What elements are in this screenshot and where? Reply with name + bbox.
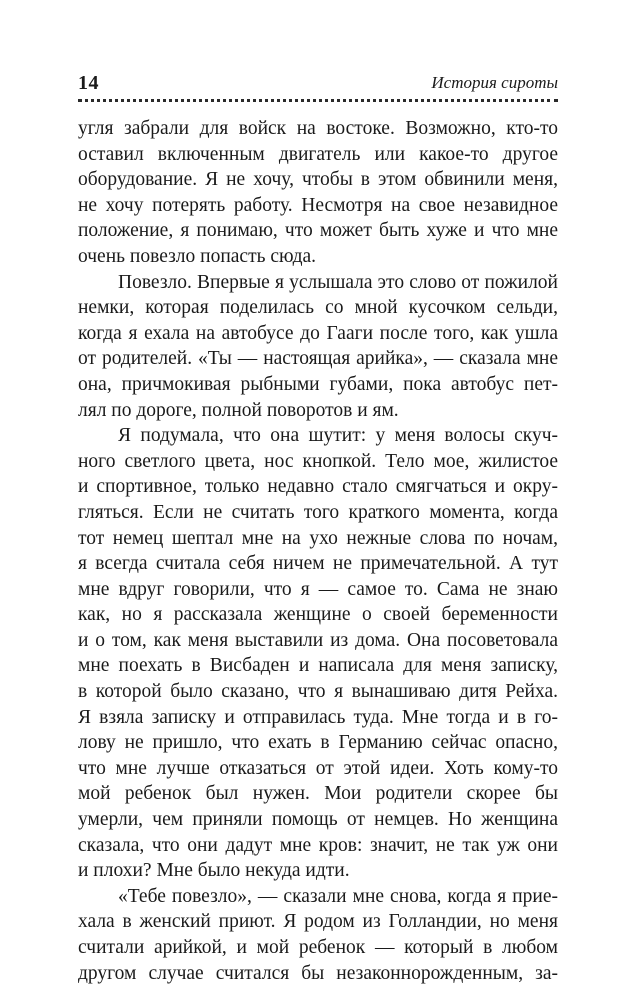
- text-line: когда я ехала на автобусе до Гааги после того, как ушла: [78, 322, 558, 344]
- running-title: История сироты: [431, 73, 558, 92]
- text-line: тот немец шептал мне на ухо нежные слова по ночам,: [78, 527, 558, 549]
- text-line: сказала, что они дадут мне кров: значит, не так уж они: [78, 834, 558, 856]
- header-dotted-rule: [78, 99, 558, 102]
- page-number: 14: [78, 72, 99, 94]
- body-text: [78, 116, 558, 986]
- text-line: она, причмокивая рыбными губами, пока автобус пет-: [78, 373, 558, 395]
- text-line: другом случае считался бы незаконнорожденным, за-: [78, 962, 558, 984]
- text-line: хала в женский приют. Я родом из Голландии, но меня: [78, 911, 558, 933]
- paragraph-first-line: «Тебе повезло», — сказали мне снова, когда я прие-: [118, 885, 558, 907]
- page-header: [78, 72, 558, 94]
- text-line: мне вдруг говорили, что я — самое то. Сама не знаю: [78, 578, 558, 600]
- text-line: и плохи? Мне было некуда идти.: [78, 860, 350, 882]
- text-line: оборудование. Я не хочу, чтобы в этом обвинили меня,: [78, 169, 558, 191]
- text-line: положение, я понимаю, что может быть хуже и что мне: [78, 220, 558, 242]
- text-line: оставил включенным двигатель или какое-то другое: [78, 143, 558, 165]
- paragraph-first-line: Я подумала, что она шутит: у меня волосы скуч-: [118, 425, 558, 447]
- text-line: и о том, как меня выставили из дома. Она посоветовала: [78, 629, 558, 651]
- text-line: немки, которая поделилась со мной кусочком сельди,: [78, 297, 558, 319]
- text-line: как, но я рассказала женщине о своей беременности: [78, 604, 558, 626]
- paragraph-first-line: Повезло. Впервые я услышала это слово от пожилой: [118, 271, 558, 293]
- text-line: лял по дороге, полной поворотов и ям.: [78, 399, 399, 421]
- text-line: в которой было сказано, что я вынашиваю дитя Рейха.: [78, 681, 558, 703]
- text-line: от родителей. «Ты — настоящая арийка», — сказала мне: [78, 348, 558, 370]
- text-line: лову не пришло, что ехать в Германию сейчас опасно,: [78, 732, 558, 754]
- text-line: Я взяла записку и отправилась туда. Мне тогда и в го-: [78, 706, 558, 728]
- text-line: считали арийкой, и мой ребенок — который в любом: [78, 937, 558, 958]
- text-line: умерли, чем приняли помощь от немцев. Но женщина: [78, 809, 558, 831]
- text-line: я всегда считала себя ничем не примечательной. А тут: [78, 553, 558, 575]
- text-line: гляться. Если не считать того краткого момента, когда: [78, 501, 558, 523]
- text-line: и спортивное, только недавно стало смягчаться и окру-: [78, 476, 558, 498]
- text-line: очень повезло попасть сюда.: [78, 245, 317, 267]
- text-line: ного светлого цвета, нос кнопкой. Тело мое, жилистое: [78, 450, 558, 472]
- text-line: мне поехать в Висбаден и написала для меня записку,: [78, 655, 558, 677]
- text-line: что мне лучше отказаться от этой идеи. Хоть кому-то: [78, 757, 558, 779]
- text-line: мой ребенок был нужен. Мои родители скорее бы: [78, 783, 558, 805]
- text-line: угля забрали для войск на востоке. Возможно, кто-то: [78, 118, 558, 139]
- text-line: не хочу потерять работу. Несмотря на свое незавидное: [78, 194, 558, 216]
